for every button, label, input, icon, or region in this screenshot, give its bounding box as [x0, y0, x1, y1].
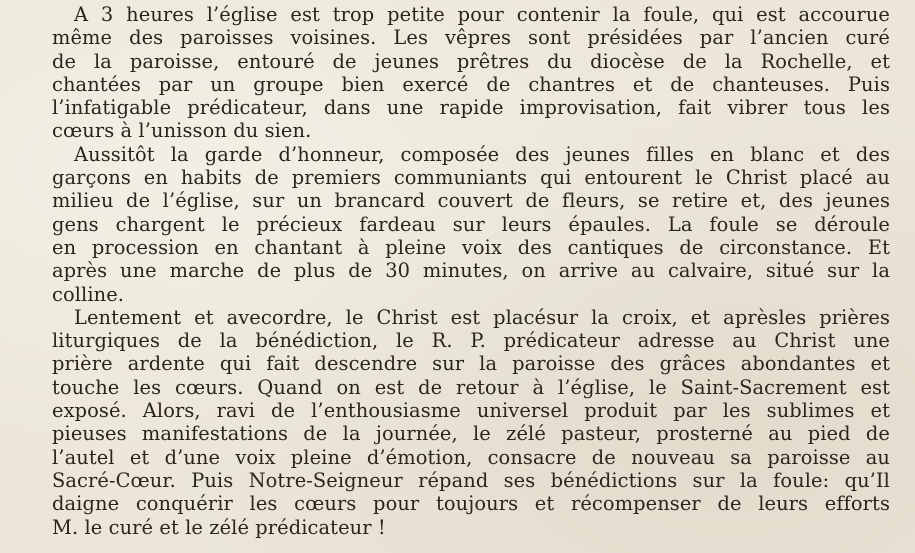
text-line: Sacré-Cœur. Puis Notre-Seigneur répand ses bénédictions sur la foule: qu’Il — [52, 468, 890, 492]
text-line: Lentement et avecordre, le Christ est placésur la croix, et aprèsles prières — [74, 305, 890, 329]
text-line: prière ardente qui fait descendre sur la paroisse des grâces abondantes et — [52, 352, 890, 376]
text-line: colline. — [52, 282, 125, 306]
text-line: milieu de l’église, sur un brancard couvert de fleurs, se retire et, des jeunes — [52, 189, 890, 213]
paragraph-3 — [30, 306, 890, 539]
text-line: de la paroisse, entouré de jeunes prêtres du diocèse de la Rochelle, et — [52, 49, 890, 73]
text-line: exposé. Alors, ravi de l’enthousiasme universel produit par les sublimes et — [52, 399, 890, 423]
text-line: en procession en chantant à pleine voix des cantiques de circonstance. Et — [52, 235, 890, 259]
text-line: l’infatigable prédicateur, dans une rapide improvisation, fait vibrer tous les — [52, 96, 890, 120]
text-line: chantées par un groupe bien exercé de chantres et de chanteuses. Puis — [52, 72, 890, 96]
text-line: garçons en habits de premiers communiants qui entourent le Christ placé au — [52, 166, 890, 190]
text-line: touche les cœurs. Quand on est de retour à l’église, le Saint-Sacrement est — [52, 375, 890, 399]
article-text — [30, 3, 890, 539]
text-line: après une marche de plus de 30 minutes, on arrive au calvaire, situé sur la — [52, 259, 890, 283]
text-line: pieuses manifestations de la journée, le zélé pasteur, prosterné au pied de — [52, 422, 890, 446]
text-line: daigne conquérir les cœurs pour toujours et récompenser de leurs efforts — [52, 492, 890, 516]
text-line: liturgiques de la bénédiction, le R. P. prédicateur adresse au Christ une — [52, 329, 890, 353]
text-line: gens chargent le précieux fardeau sur leurs épaules. La foule se déroule — [52, 212, 890, 236]
text-line: cœurs à l’unisson du sien. — [52, 119, 312, 143]
text-line: Aussitôt la garde d’honneur, composée des jeunes filles en blanc et des — [74, 142, 890, 166]
paragraph-1 — [30, 3, 890, 143]
text-line: l’autel et d’une voix pleine d’émotion, consacre de nouveau sa paroisse au — [52, 445, 890, 469]
text-line: A 3 heures l’église est trop petite pour contenir la foule, qui est accourue — [74, 3, 890, 26]
paragraph-2 — [30, 143, 890, 306]
text-line: M. le curé et le zélé prédicateur ! — [52, 515, 386, 539]
text-line: même des paroisses voisines. Les vêpres sont présidées par l’ancien curé — [52, 26, 890, 50]
